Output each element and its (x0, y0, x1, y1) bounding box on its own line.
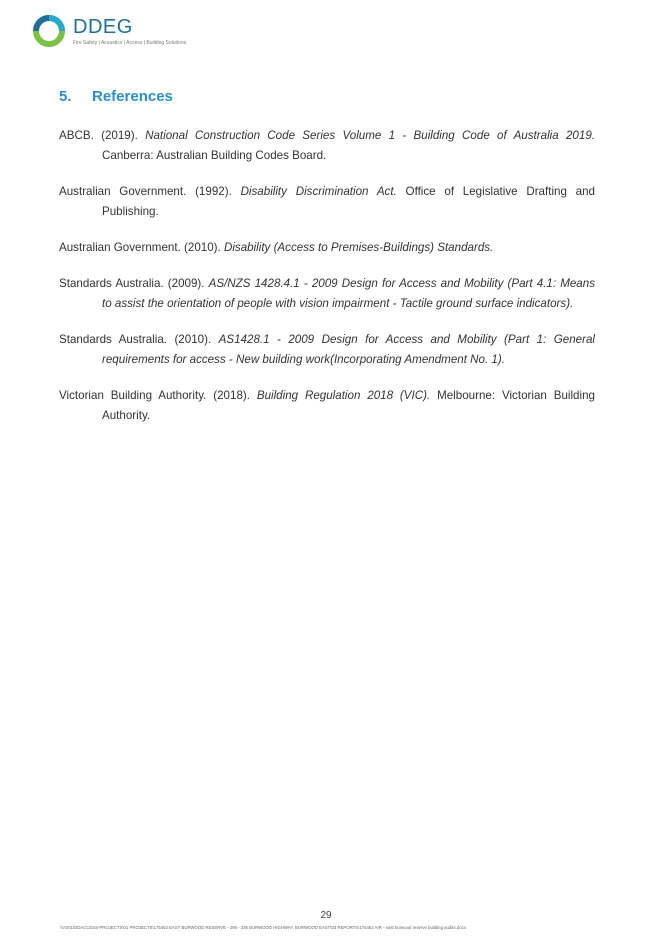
reference-prefix: Australian Government. (2010). (59, 241, 224, 254)
reference-prefix: Australian Government. (1992). (59, 185, 241, 198)
section-title: References (92, 88, 173, 105)
page-number: 29 (320, 910, 332, 921)
reference-item (59, 330, 595, 370)
reference-title: Disability Discrimination Act. (240, 185, 397, 198)
reference-item (59, 126, 595, 166)
reference-suffix: Office of Legislative Drafting and Publishing. (102, 185, 596, 218)
reference-prefix: ABCB. (2019). (59, 129, 146, 142)
reference-prefix: Standards Australia. (2010). (59, 333, 219, 346)
reference-item (59, 386, 595, 426)
logo-brand-text: DDEG (73, 16, 133, 38)
reference-title: National Construction Code Series Volume 1 - Building Code of Australia 2019. (145, 129, 595, 142)
logo-tagline: Fire Safety | Acoustics | Access | Building Solutions (73, 40, 187, 46)
reference-item (59, 238, 595, 258)
reference-item (59, 182, 595, 222)
reference-title: Disability (Access to Premises-Buildings) Standards. (223, 241, 494, 254)
company-logo (32, 14, 202, 50)
reference-list (59, 126, 595, 442)
reference-prefix: Standards Australia. (2009). (59, 277, 209, 290)
reference-title: Building Regulation 2018 (VIC). (256, 389, 431, 402)
logo-ring-icon (32, 14, 66, 48)
section-heading (59, 88, 173, 105)
reference-item (59, 274, 595, 314)
reference-title: AS/NZS 1428.4.1 - 2009 Design for Access and Mobility (Part 4.1: Means to assist the orientation of people with vision impairment - Tactile ground surface indicators). (102, 277, 595, 310)
section-number: 5. (59, 88, 72, 105)
document-file-path: \\VS01\DDACCESS-PROJECTS\01 PROJECTS\175452 EAST BURWOOD RESERVE - 298 - 336 BURWOOD HIGHWAY, BURWOOD EAST\03 REPORTS\175452 AIR - east burwood reserve building audits.docx (60, 925, 466, 930)
reference-prefix: Victorian Building Authority. (2018). (59, 389, 257, 402)
reference-title: AS1428.1 - 2009 Design for Access and Mobility (Part 1: General requirements for access - New building work(Incorporating Amendment No. 1). (102, 333, 596, 366)
reference-suffix: Canberra: Australian Building Codes Board. (102, 149, 327, 162)
reference-suffix: Melbourne: Victorian Building Authority. (102, 389, 595, 422)
